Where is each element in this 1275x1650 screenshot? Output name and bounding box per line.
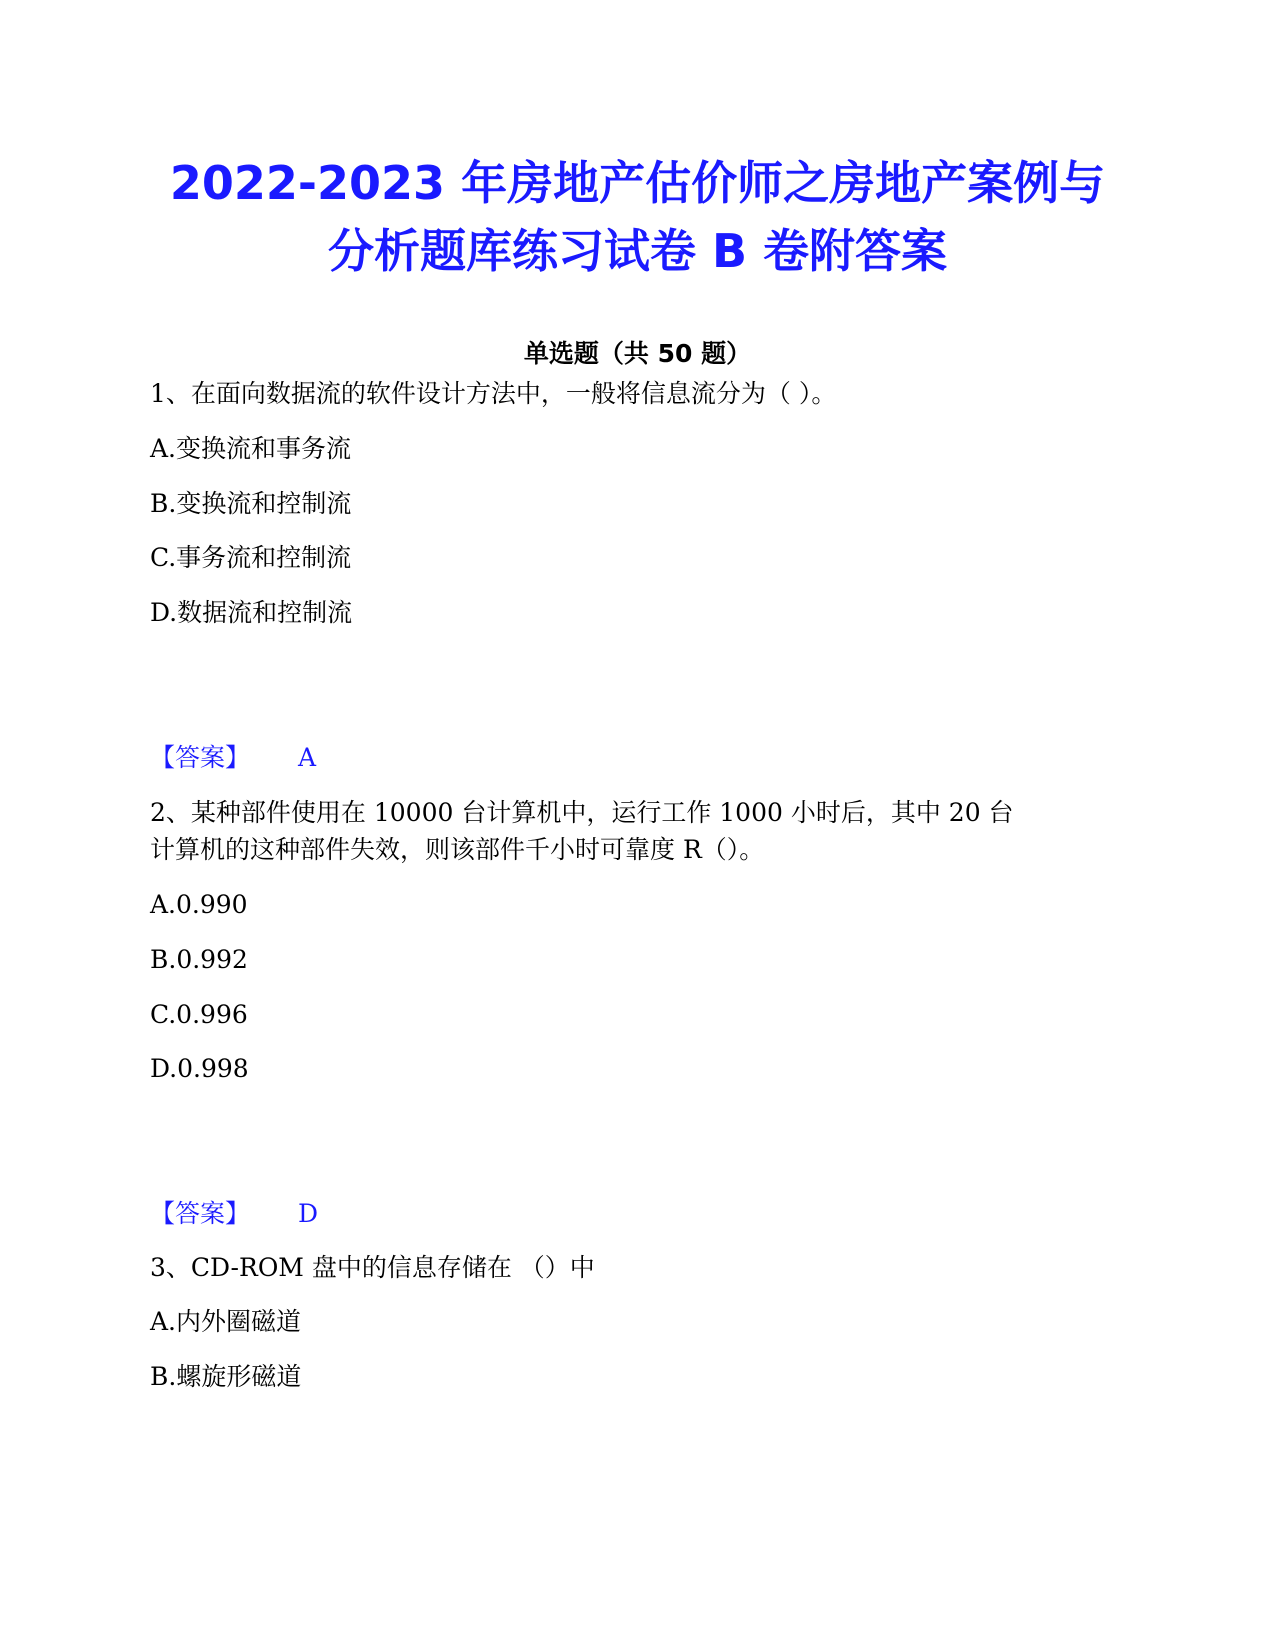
question-2-stem-line-1: 2、某种部件使用在 10000 台计算机中，运行工作 1000 小时后，其中 20 台 xyxy=(150,798,1014,827)
question-1-option-a: A.变换流和事务流 xyxy=(150,434,352,463)
question-1-option-c: C.事务流和控制流 xyxy=(150,543,352,572)
question-3-option-a: A.内外圈磁道 xyxy=(150,1307,302,1336)
answer-value: A xyxy=(298,743,317,772)
document-title-line-1: 2022-2023 年房地产估价师之房地产案例与 xyxy=(169,156,1106,210)
question-3-option-b: B.螺旋形磁道 xyxy=(150,1362,302,1391)
question-1-option-d: D.数据流和控制流 xyxy=(150,598,353,627)
section-heading: 单选题（共 50 题） xyxy=(523,339,752,368)
question-2-option-d: D.0.998 xyxy=(150,1054,249,1083)
question-2-answer xyxy=(150,1196,318,1232)
question-2-option-b: B.0.992 xyxy=(150,945,248,974)
question-3-stem: 3、CD-ROM 盘中的信息存储在 （）中 xyxy=(150,1253,595,1282)
question-1-stem: 1、在面向数据流的软件设计方法中，一般将信息流分为（ ）。 xyxy=(150,379,837,408)
document-title-line-2: 分析题库练习试卷 B 卷附答案 xyxy=(327,224,948,278)
answer-label: 【答案】 xyxy=(150,743,251,772)
answer-label: 【答案】 xyxy=(150,1199,251,1228)
question-1-answer xyxy=(150,740,316,776)
question-2-option-c: C.0.996 xyxy=(150,1000,248,1029)
question-1-option-b: B.变换流和控制流 xyxy=(150,489,352,518)
answer-value: D xyxy=(298,1199,319,1228)
question-2-stem-line-2: 计算机的这种部件失效，则该部件千小时可靠度 R（）。 xyxy=(150,835,765,864)
question-2-option-a: A.0.990 xyxy=(150,890,248,919)
